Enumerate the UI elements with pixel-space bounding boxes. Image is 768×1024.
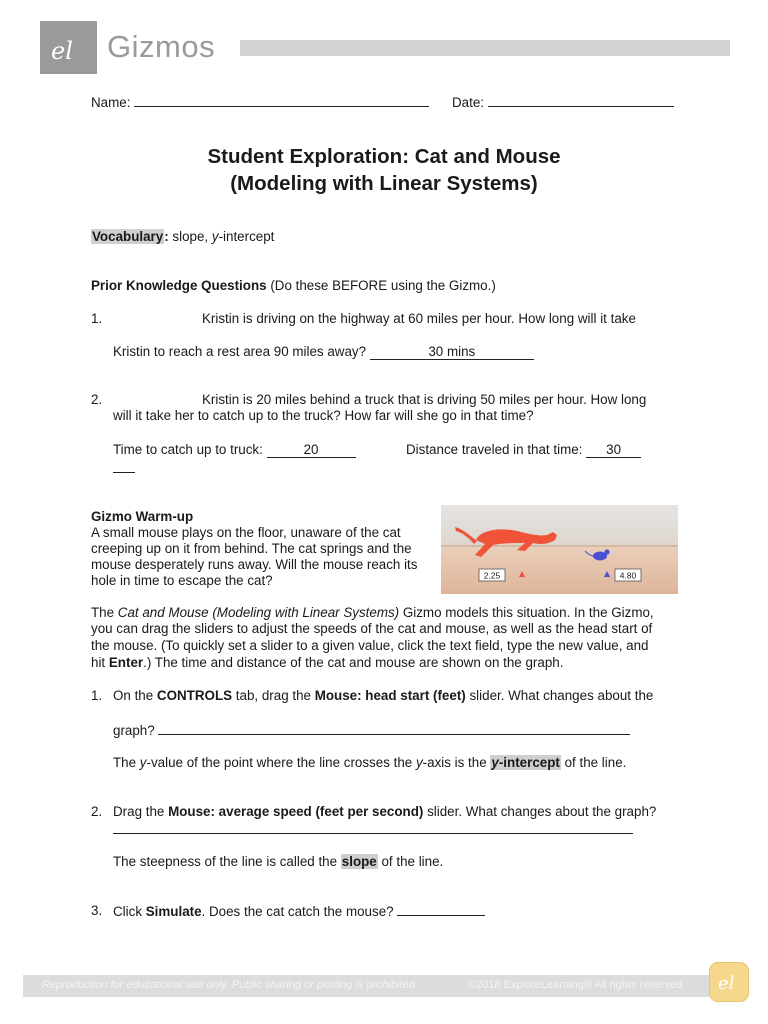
prior-q2-text-2: will it take her to catch up to the truck? How far will she go in that time? (113, 408, 534, 423)
name-label: Name: (91, 95, 131, 110)
q1-text: On the CONTROLS tab, drag the Mouse: head start (feet) slider. What changes about the (113, 688, 654, 703)
date-blank[interactable] (488, 94, 674, 107)
date-label: Date: (452, 95, 485, 110)
prior-q2-time-answer[interactable]: 20 (267, 443, 356, 458)
page-title: Student Exploration: Cat and Mouse (207, 145, 561, 168)
explorelearning-logo (40, 21, 97, 74)
q1-answer-blank[interactable] (158, 722, 630, 735)
gizmo-screenshot (441, 505, 678, 594)
q1-line-2: graph? (113, 722, 630, 739)
prior-q2-distance-answer[interactable]: 30 (586, 443, 641, 458)
mouse-position-value: 4.80 (619, 570, 637, 581)
page-subtitle: (Modeling with Linear Systems) (230, 172, 538, 195)
name-field[interactable] (91, 94, 429, 111)
prior-q2-time: Time to catch up to truck: 20 (113, 442, 356, 458)
prior-q2-number: 2. (91, 392, 103, 407)
warmup-para-line-1: The Cat and Mouse (Modeling with Linear Systems) Gizmo models this situation. In the Gizmo, (91, 605, 654, 620)
vocabulary: Vocabulary: slope, y-intercept (92, 229, 275, 244)
q2-text: Drag the Mouse: average speed (feet per second) slider. What changes about the graph? (113, 804, 657, 819)
warmup-line-3: mouse desperately runs away. Will the mouse reach its (91, 557, 418, 572)
prior-q2-text: Kristin is 20 miles behind a truck that is driving 50 miles per hour. How long (202, 392, 647, 407)
footer-logo-icon (709, 962, 749, 1002)
name-blank[interactable] (134, 94, 429, 107)
q3-number: 3. (91, 903, 103, 918)
q2-answer-blank[interactable] (113, 833, 633, 834)
warmup-line-1: A small mouse plays on the floor, unaware of the cat (91, 525, 401, 540)
vocabulary-label: Vocabulary (92, 229, 164, 244)
warmup-line-4: hole in time to escape the cat? (91, 573, 273, 588)
q2-note: The steepness of the line is called the slope of the line. (113, 854, 444, 869)
footer-disclaimer: Reproduction for educational use only. Public sharing or posting is prohibited. (42, 979, 418, 991)
q2-number: 2. (91, 804, 103, 819)
q1-note: The y-value of the point where the line crosses the y-axis is the y-intercept of the line. (113, 755, 627, 770)
warmup-heading: Gizmo Warm-up (91, 509, 194, 524)
prior-q2-distance: Distance traveled in that time: 30 (406, 442, 641, 458)
date-field[interactable] (452, 94, 674, 111)
prior-knowledge-heading: Prior Knowledge Questions (Do these BEFORE using the Gizmo.) (91, 278, 496, 293)
prior-q2-distance-blank-cont (113, 472, 135, 473)
warmup-line-2: creeping up on it from behind. The cat springs and the (91, 541, 412, 556)
brand-name: Gizmos (107, 29, 216, 64)
q3-text: Click Simulate. Does the cat catch the mouse? (113, 903, 485, 920)
prior-q1-text: Kristin is driving on the highway at 60 miles per hour. How long will it take (202, 311, 636, 326)
q3-answer-blank[interactable] (397, 903, 485, 916)
q1-number: 1. (91, 688, 103, 703)
svg-text:el: el (718, 973, 735, 994)
warmup-para-line-3: the mouse. (To quickly set a slider to a given value, click the text field, type the new value, and (91, 638, 649, 653)
header-bar (240, 40, 730, 56)
warmup-para-line-2: you can drag the sliders to adjust the speeds of the cat and mouse, as well as the head start of (91, 621, 653, 636)
prior-q1-line2: Kristin to reach a rest area 90 miles away? 30 mins (113, 344, 534, 360)
prior-q1-answer[interactable]: 30 mins (370, 345, 534, 360)
footer-copyright: ©2018 ExploreLearning® All rights reserved (468, 979, 683, 991)
svg-text:el: el (51, 37, 73, 65)
el-logo-icon (40, 21, 97, 74)
prior-q1-number: 1. (91, 311, 103, 326)
cat-position-value: 2.25 (483, 570, 501, 581)
warmup-para-line-4: hit Enter.) The time and distance of the cat and mouse are shown on the graph. (91, 655, 564, 670)
